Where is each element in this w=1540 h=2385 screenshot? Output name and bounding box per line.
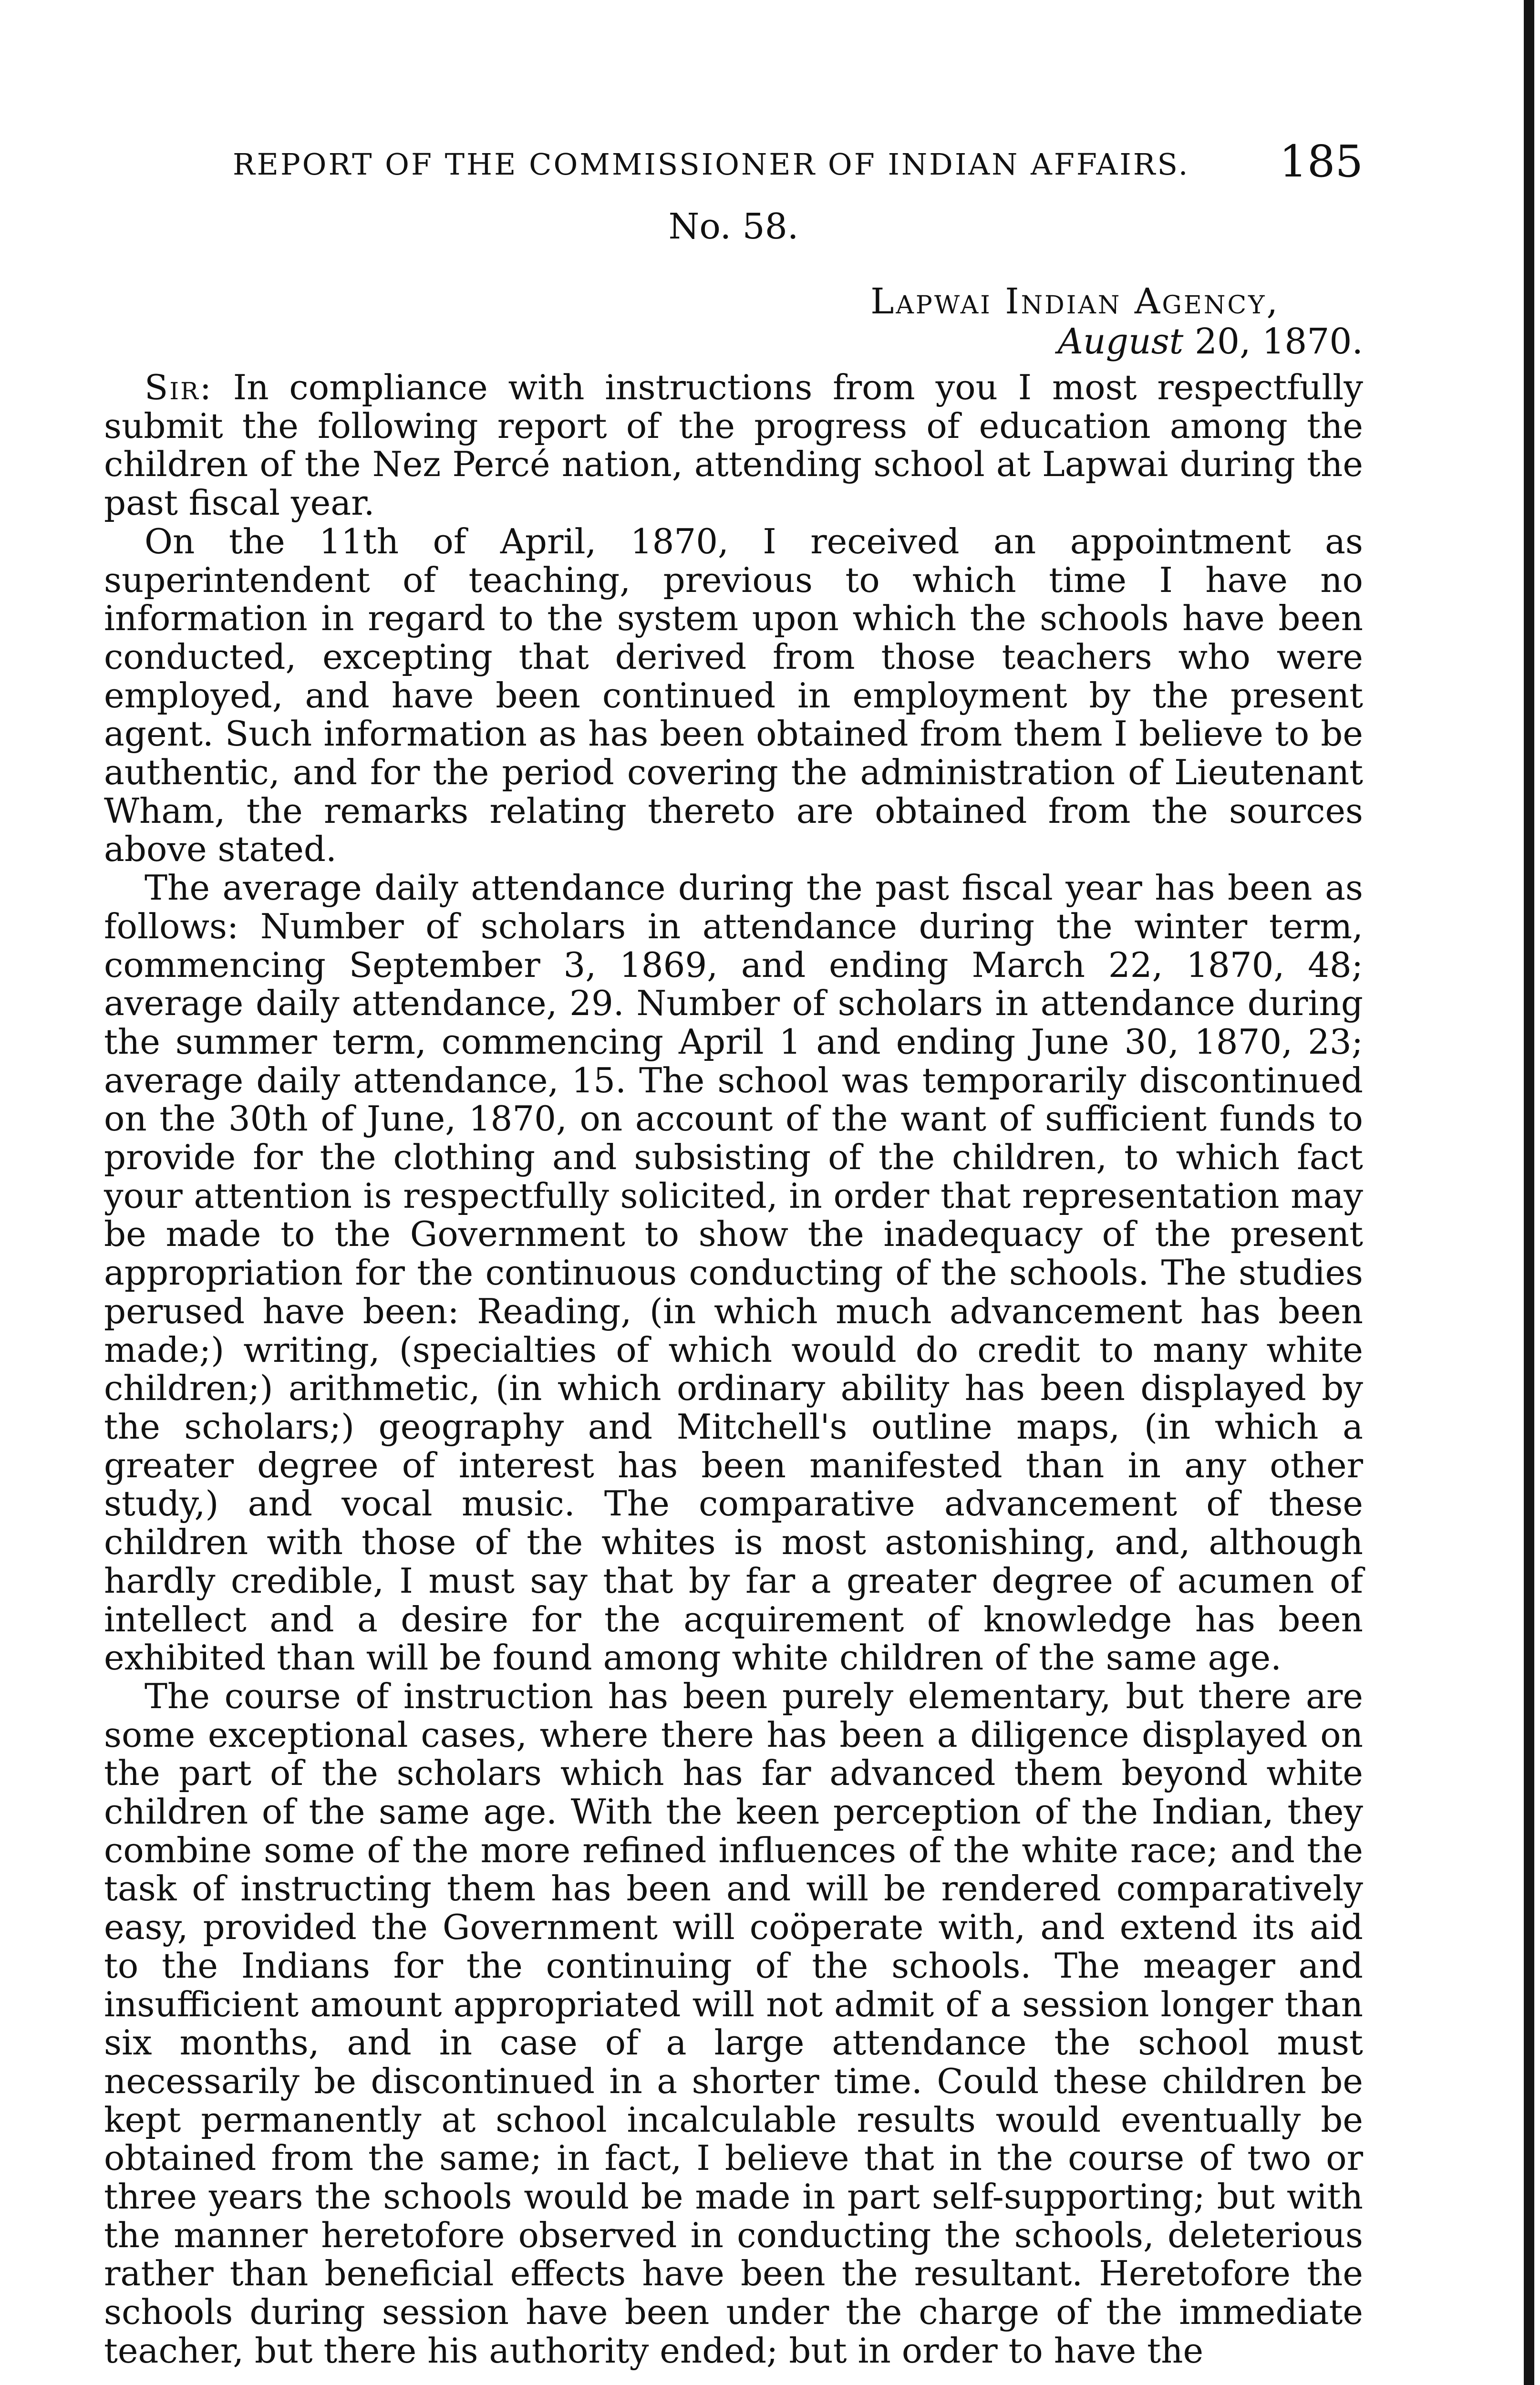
paragraph-1 [104,368,1363,522]
date-month: August [1057,321,1184,362]
date-rest: 20, 1870. [1183,321,1363,362]
document-number: No. 58. [668,206,799,247]
running-header [104,138,1363,191]
paragraph-2: On the 11th of April, 1870, I received an appointment as superintendent of teaching, previous to which time I have no information in regard to the system upon which the schools have been conducted, excepting that derived from those teachers who were employed, and have been continued in employment by the present agent. Such information as has been obtained from them I believe to be authentic, and for the period covering the administration of Lieutenant Wham, the remarks relating thereto are obtained from the sources above stated. [104,521,1363,870]
page-number: 185 [1279,136,1363,187]
letter-body [104,368,1363,2370]
running-title: REPORT OF THE COMMISSIONER OF INDIAN AFFAIRS. [233,147,1190,182]
paragraph-3: The average daily attendance during the past fiscal year has been as follows: Number of scholars in attendance during the winter term, commencing September 3, 1869, and ending March 22, 1870, 48; average daily attendance, 29. Number of scholars in attendance during the summer term, commencing April 1 and ending June 30, 1870, 23; average daily attendance, 15. The school was temporarily discontinued on the 30th of June, 1870, on account of the want of sufficient funds to provide for the clothing and subsisting of the children, to which fact your attention is respectfully solicited, in order that representation may be made to the Government to show the inadequacy of the present appropriation for the continuous conducting of the schools. The studies perused have been: Reading, (in which much advancement has been made;) writing, (specialties of which would do credit to many white children;) arithmetic, (in which ordinary ability has been displayed by the scholars;) geography and Mitchell's outline maps, (in which a greater degree of interest has been manifested than in any other study,) and vocal music. The comparative advancement of these children with those of the whites is most astonishing, and, although hardly credible, I must say that by far a greater degree of acumen of intellect and a desire for the acquirement of knowledge has been exhibited than will be found among white children of the same age. [104,868,1363,1678]
agency-name: Lapwai Indian Agency, [870,281,1280,322]
document-page [104,138,1363,2370]
paragraph-1-text: In compliance with instructions from you I most respectfully submit the following report of the progress of education among the children of the Nez Percé nation, attending school at Lapwai during the past fiscal year. [104,367,1363,523]
page-edge-rule [1524,0,1534,2385]
letter-date [104,321,1363,362]
letter-heading [104,281,1363,362]
salutation: Sir: [145,367,213,407]
paragraph-4: The course of instruction has been purely elementary, but there are some exceptional cases, where there has been a diligence displayed on the part of the scholars which has far advanced them beyond white children of the same age. With the keen perception of the Indian, they combine some of the more refined influences of the white race; and the task of instructing them has been and will be rendered comparatively easy, provided the Government will coöperate with, and extend its aid to the Indians for the continuing of the schools. The meager and insufficient amount appropriated will not admit of a session longer than six months, and in case of a large attendance the school must necessarily be discontinued in a shorter time. Could these children be kept permanently at school incalculable results would eventually be obtained from the same; in fact, I believe that in the course of two or three years the schools would be made in part self-supporting; but with the manner heretofore observed in conducting the schools, deleterious rather than beneficial effects have been the resultant. Heretofore the schools during session have been under the charge of the immediate teacher, but there his authority ended; but in order to have the [104,1676,1363,2371]
